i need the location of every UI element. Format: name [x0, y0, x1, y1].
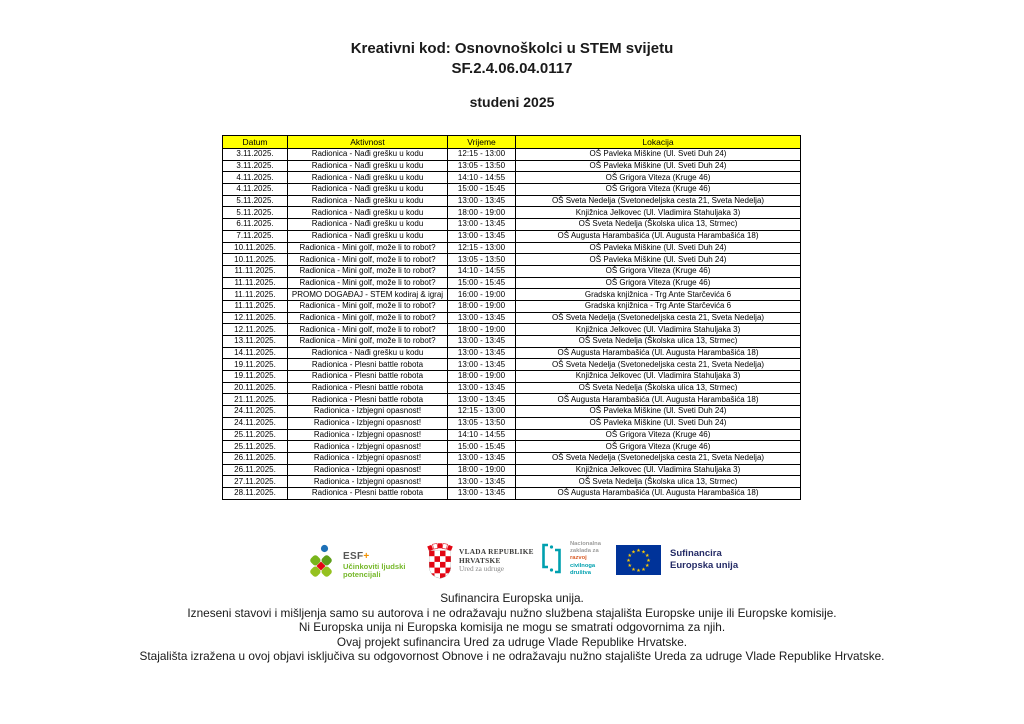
table-row [223, 324, 801, 336]
eu-cofunding-logo [616, 545, 738, 575]
table-cell-aktivnost: Radionica - Plesni battle robota [288, 371, 448, 383]
table-cell-aktivnost: Radionica - Izbjegni opasnost! [288, 429, 448, 441]
table-cell-aktivnost: Radionica - Izbjegni opasnost! [288, 452, 448, 464]
table-cell-aktivnost: Radionica - Nađi grešku u kodu [288, 149, 448, 161]
table-row [223, 149, 801, 161]
svg-text:★: ★ [646, 558, 651, 565]
table-row [223, 242, 801, 254]
table-row [223, 487, 801, 499]
table-cell-vrijeme: 18:00 - 19:00 [448, 371, 516, 383]
table-cell-datum: 27.11.2025. [223, 476, 288, 488]
table-cell-datum: 11.11.2025. [223, 265, 288, 277]
table-cell-aktivnost: Radionica - Nađi grešku u kodu [288, 347, 448, 359]
esf-logo [308, 542, 405, 584]
table-cell-datum: 14.11.2025. [223, 347, 288, 359]
table-cell-datum: 25.11.2025. [223, 429, 288, 441]
table-row [223, 371, 801, 383]
table-cell-datum: 11.11.2025. [223, 300, 288, 312]
table-cell-aktivnost: Radionica - Mini golf, može li to robot? [288, 254, 448, 266]
table-row [223, 394, 801, 406]
table-cell-vrijeme: 13:00 - 13:45 [448, 219, 516, 231]
footer-line: Stajališta izražena u ovoj objavi isključiva su odgovornost Obnove i ne odražavaju nužno stajalište Ureda za udruge Vlade Republike Hrvatske. [139, 649, 885, 664]
table-cell-vrijeme: 13:00 - 13:45 [448, 336, 516, 348]
table-cell-vrijeme: 18:00 - 19:00 [448, 300, 516, 312]
table-row [223, 452, 801, 464]
table-cell-lokacija: OŠ Sveta Nedelja (Svetonedeljska cesta 21, Sveta Nedelja) [516, 195, 801, 207]
table-cell-datum: 10.11.2025. [223, 254, 288, 266]
table-row [223, 406, 801, 418]
footer-line: Ni Europska unija ni Europska komisija ne mogu se smatrati odgovornima za njih. [298, 620, 726, 635]
table-cell-vrijeme: 15:00 - 15:45 [448, 184, 516, 196]
table-cell-lokacija: OŠ Sveta Nedelja (Svetonedeljska cesta 21, Sveta Nedelja) [516, 359, 801, 371]
table-row [223, 417, 801, 429]
table-row [223, 476, 801, 488]
esf-logo-text [343, 547, 405, 580]
table-cell-vrijeme: 13:00 - 13:45 [448, 394, 516, 406]
table-cell-datum: 3.11.2025. [223, 160, 288, 172]
table-cell-vrijeme: 13:00 - 13:45 [448, 476, 516, 488]
table-cell-lokacija: OŠ Grigora Viteza (Kruge 46) [516, 184, 801, 196]
esf-flower-icon [308, 542, 338, 584]
table-cell-aktivnost: Radionica - Plesni battle robota [288, 382, 448, 394]
eu-line-2: Europska unija [670, 560, 739, 571]
table-cell-datum: 12.11.2025. [223, 312, 288, 324]
schedule-table [222, 135, 801, 500]
table-cell-vrijeme: 13:00 - 13:45 [448, 382, 516, 394]
table-cell-datum: 19.11.2025. [223, 359, 288, 371]
table-cell-vrijeme: 13:05 - 13:50 [448, 254, 516, 266]
table-row [223, 265, 801, 277]
table-cell-datum: 21.11.2025. [223, 394, 288, 406]
table-cell-vrijeme: 12:15 - 13:00 [448, 406, 516, 418]
svg-text:★: ★ [636, 548, 641, 555]
table-cell-datum: 24.11.2025. [223, 417, 288, 429]
table-cell-datum: 20.11.2025. [223, 382, 288, 394]
table-row [223, 172, 801, 184]
svg-text:★: ★ [644, 563, 650, 570]
table-cell-datum: 7.11.2025. [223, 230, 288, 242]
svg-text:★: ★ [641, 566, 646, 573]
table-cell-aktivnost: Radionica - Nađi grešku u kodu [288, 230, 448, 242]
header-row [223, 136, 801, 149]
table-cell-aktivnost: Radionica - Izbjegni opasnost! [288, 406, 448, 418]
table-cell-datum: 5.11.2025. [223, 195, 288, 207]
table-cell-aktivnost: Radionica - Izbjegni opasnost! [288, 464, 448, 476]
table-cell-lokacija: OŠ Grigora Viteza (Kruge 46) [516, 441, 801, 453]
eu-logo-text [670, 548, 738, 572]
zaklada-line-2: zaklada za [570, 548, 599, 555]
table-cell-lokacija: Gradska knjižnica - Trg Ante Starčevića 6 [516, 289, 801, 301]
table-cell-lokacija: OŠ Pavleka Miškine (Ul. Sveti Duh 24) [516, 149, 801, 161]
table-row [223, 195, 801, 207]
table-cell-datum: 4.11.2025. [223, 172, 288, 184]
table-cell-lokacija: OŠ Grigora Viteza (Kruge 46) [516, 429, 801, 441]
table-cell-vrijeme: 16:00 - 19:00 [448, 289, 516, 301]
table-cell-lokacija: OŠ Sveta Nedelja (Školska ulica 13, Strmec) [516, 336, 801, 348]
table-row [223, 230, 801, 242]
project-code: SF.2.4.06.04.0117 [451, 60, 573, 77]
zaklada-line-5: društva [570, 569, 591, 576]
table-cell-vrijeme: 13:00 - 13:45 [448, 487, 516, 499]
table-row [223, 429, 801, 441]
page-title: Kreativni kod: Osnovnoškolci u STEM svijetu [350, 40, 674, 57]
table-cell-vrijeme: 13:00 - 13:45 [448, 195, 516, 207]
table-cell-vrijeme: 12:15 - 13:00 [448, 149, 516, 161]
month-title: studeni 2025 [469, 94, 555, 110]
vlada-line-1: VLADA REPUBLIKE [459, 547, 534, 557]
table-cell-aktivnost: Radionica - Mini golf, može li to robot? [288, 336, 448, 348]
table-cell-vrijeme: 12:15 - 13:00 [448, 242, 516, 254]
table-row [223, 347, 801, 359]
table-cell-datum: 19.11.2025. [223, 371, 288, 383]
table-cell-aktivnost: Radionica - Nađi grešku u kodu [288, 184, 448, 196]
zaklada-line-4: civilnoga [570, 562, 596, 569]
footer-disclaimer [0, 591, 1024, 664]
table-cell-lokacija: OŠ Grigora Viteza (Kruge 46) [516, 265, 801, 277]
table-cell-lokacija: OŠ Sveta Nedelja (Školska ulica 13, Strmec) [516, 219, 801, 231]
footer-line: Ovaj projekt sufinancira Ured za udruge Vlade Republike Hrvatske. [336, 634, 688, 649]
table-cell-datum: 28.11.2025. [223, 487, 288, 499]
table-cell-aktivnost: PROMO DOGAĐAJ - STEM kodiraj & igraj [288, 289, 448, 301]
table-cell-aktivnost: Radionica - Nađi grešku u kodu [288, 172, 448, 184]
svg-text:★: ★ [626, 558, 631, 565]
table-cell-datum: 10.11.2025. [223, 242, 288, 254]
table-cell-lokacija: OŠ Augusta Harambašića (Ul. Augusta Harambašića 18) [516, 347, 801, 359]
svg-text:★: ★ [627, 563, 633, 570]
table-cell-lokacija: OŠ Sveta Nedelja (Školska ulica 13, Strmec) [516, 382, 801, 394]
svg-text:★: ★ [631, 549, 636, 556]
table-cell-datum: 24.11.2025. [223, 406, 288, 418]
table-row [223, 277, 801, 289]
zaklada-logo-text [570, 541, 601, 577]
table-cell-lokacija: OŠ Sveta Nedelja (Svetonedeljska cesta 21, Sveta Nedelja) [516, 312, 801, 324]
table-row [223, 464, 801, 476]
table-cell-lokacija: OŠ Pavleka Miškine (Ul. Sveti Duh 24) [516, 160, 801, 172]
table-cell-datum: 25.11.2025. [223, 441, 288, 453]
schedule-table-header [223, 136, 801, 149]
table-cell-lokacija: Knjižnica Jelkovec (Ul. Vladimira Stahuljaka 3) [516, 464, 801, 476]
esf-acronym: ESF [343, 550, 364, 562]
table-cell-aktivnost: Radionica - Izbjegni opasnost! [288, 476, 448, 488]
table-cell-aktivnost: Radionica - Mini golf, može li to robot? [288, 300, 448, 312]
svg-text:★: ★ [631, 566, 636, 573]
table-cell-aktivnost: Radionica - Nađi grešku u kodu [288, 207, 448, 219]
table-row [223, 160, 801, 172]
table-cell-lokacija: OŠ Sveta Nedelja (Svetonedeljska cesta 21, Sveta Nedelja) [516, 452, 801, 464]
esf-tagline-1: Učinkoviti ljudski [343, 562, 406, 572]
footer-line: Sufinancira Europska unija. [440, 591, 584, 605]
table-row [223, 382, 801, 394]
vlada-line-2: HRVATSKE [459, 555, 501, 565]
table-cell-lokacija: Knjižnica Jelkovec (Ul. Vladimira Stahuljaka 3) [516, 207, 801, 219]
table-cell-lokacija: Knjižnica Jelkovec (Ul. Vladimira Stahuljaka 3) [516, 324, 801, 336]
table-cell-datum: 26.11.2025. [223, 452, 288, 464]
table-cell-aktivnost: Radionica - Nađi grešku u kodu [288, 195, 448, 207]
table-cell-vrijeme: 18:00 - 19:00 [448, 324, 516, 336]
table-cell-vrijeme: 18:00 - 19:00 [448, 207, 516, 219]
table-row [223, 336, 801, 348]
table-cell-lokacija: Gradska knjižnica - Trg Ante Starčevića 6 [516, 300, 801, 312]
table-cell-aktivnost: Radionica - Mini golf, može li to robot? [288, 312, 448, 324]
table-cell-aktivnost: Radionica - Izbjegni opasnost! [288, 441, 448, 453]
svg-text:★: ★ [644, 553, 650, 560]
table-row [223, 300, 801, 312]
table-cell-vrijeme: 13:00 - 13:45 [448, 230, 516, 242]
vlada-rh-logo [427, 543, 534, 579]
table-cell-lokacija: OŠ Sveta Nedelja (Školska ulica 13, Strmec) [516, 476, 801, 488]
table-cell-vrijeme: 14:10 - 14:55 [448, 429, 516, 441]
table-cell-vrijeme: 18:00 - 19:00 [448, 464, 516, 476]
croatian-coat-of-arms-icon [427, 543, 453, 579]
vlada-logo-text [459, 548, 534, 573]
table-cell-datum: 26.11.2025. [223, 464, 288, 476]
table-cell-vrijeme: 15:00 - 15:45 [448, 277, 516, 289]
table-cell-lokacija: OŠ Pavleka Miškine (Ul. Sveti Duh 24) [516, 254, 801, 266]
table-cell-vrijeme: 13:00 - 13:45 [448, 347, 516, 359]
eu-line-1: Sufinancira [670, 548, 722, 560]
table-cell-aktivnost: Radionica - Nađi grešku u kodu [288, 160, 448, 172]
table-row [223, 207, 801, 219]
svg-text:★: ★ [627, 553, 633, 560]
table-cell-vrijeme: 14:10 - 14:55 [448, 265, 516, 277]
column-header-datum: Datum [223, 136, 288, 149]
table-cell-aktivnost: Radionica - Mini golf, može li to robot? [288, 242, 448, 254]
table-cell-lokacija: OŠ Grigora Viteza (Kruge 46) [516, 277, 801, 289]
table-cell-aktivnost: Radionica - Plesni battle robota [288, 394, 448, 406]
table-cell-lokacija: OŠ Pavleka Miškine (Ul. Sveti Duh 24) [516, 406, 801, 418]
column-header-aktivnost: Aktivnost [288, 136, 448, 149]
vlada-line-3: Ured za udruge [459, 564, 504, 574]
brackets-icon [540, 540, 564, 578]
zaklada-line-3: razvoj [570, 555, 587, 562]
eu-flag-icon [616, 545, 661, 575]
table-row [223, 289, 801, 301]
table-cell-datum: 11.11.2025. [223, 289, 288, 301]
table-cell-vrijeme: 13:05 - 13:50 [448, 160, 516, 172]
table-row [223, 359, 801, 371]
zaklada-logo [540, 540, 601, 578]
table-cell-vrijeme: 13:00 - 13:45 [448, 359, 516, 371]
table-cell-datum: 13.11.2025. [223, 336, 288, 348]
table-row [223, 184, 801, 196]
table-cell-lokacija: OŠ Grigora Viteza (Kruge 46) [516, 172, 801, 184]
table-cell-aktivnost: Radionica - Izbjegni opasnost! [288, 417, 448, 429]
svg-text:★: ★ [636, 568, 641, 575]
table-cell-vrijeme: 13:05 - 13:50 [448, 417, 516, 429]
column-header-vrijeme: Vrijeme [448, 136, 516, 149]
table-cell-datum: 3.11.2025. [223, 149, 288, 161]
table-cell-aktivnost: Radionica - Plesni battle robota [288, 487, 448, 499]
footer-line: Izneseni stavovi i mišljenja samo su autorova i ne odražavaju nužno službena stajališta Europske unije ili Europske komisije. [187, 605, 837, 620]
table-cell-datum: 11.11.2025. [223, 277, 288, 289]
table-cell-lokacija: OŠ Pavleka Miškine (Ul. Sveti Duh 24) [516, 242, 801, 254]
table-cell-lokacija: OŠ Augusta Harambašića (Ul. Augusta Harambašića 18) [516, 394, 801, 406]
table-row [223, 312, 801, 324]
table-cell-lokacija: OŠ Augusta Harambašića (Ul. Augusta Harambašića 18) [516, 230, 801, 242]
table-cell-aktivnost: Radionica - Mini golf, može li to robot? [288, 324, 448, 336]
table-cell-vrijeme: 15:00 - 15:45 [448, 441, 516, 453]
table-cell-lokacija: OŠ Pavleka Miškine (Ul. Sveti Duh 24) [516, 417, 801, 429]
column-header-lokacija: Lokacija [516, 136, 801, 149]
table-cell-vrijeme: 13:00 - 13:45 [448, 312, 516, 324]
table-cell-vrijeme: 13:00 - 13:45 [448, 452, 516, 464]
schedule-table-body [223, 149, 801, 500]
table-cell-datum: 5.11.2025. [223, 207, 288, 219]
table-cell-lokacija: Knjižnica Jelkovec (Ul. Vladimira Stahuljaka 3) [516, 371, 801, 383]
svg-text:★: ★ [641, 549, 646, 556]
table-cell-datum: 4.11.2025. [223, 184, 288, 196]
table-cell-datum: 6.11.2025. [223, 219, 288, 231]
table-cell-aktivnost: Radionica - Plesni battle robota [288, 359, 448, 371]
esf-plus: + [363, 550, 370, 562]
esf-tagline-2: potencijali [343, 570, 381, 580]
logos-strip [0, 540, 1024, 590]
table-row [223, 441, 801, 453]
table-row [223, 254, 801, 266]
table-cell-lokacija: OŠ Augusta Harambašića (Ul. Augusta Harambašića 18) [516, 487, 801, 499]
table-cell-vrijeme: 14:10 - 14:55 [448, 172, 516, 184]
table-cell-aktivnost: Radionica - Nađi grešku u kodu [288, 219, 448, 231]
table-cell-aktivnost: Radionica - Mini golf, može li to robot? [288, 265, 448, 277]
table-cell-aktivnost: Radionica - Mini golf, može li to robot? [288, 277, 448, 289]
table-cell-datum: 12.11.2025. [223, 324, 288, 336]
table-row [223, 219, 801, 231]
zaklada-line-1: Nacionalna [570, 540, 601, 547]
